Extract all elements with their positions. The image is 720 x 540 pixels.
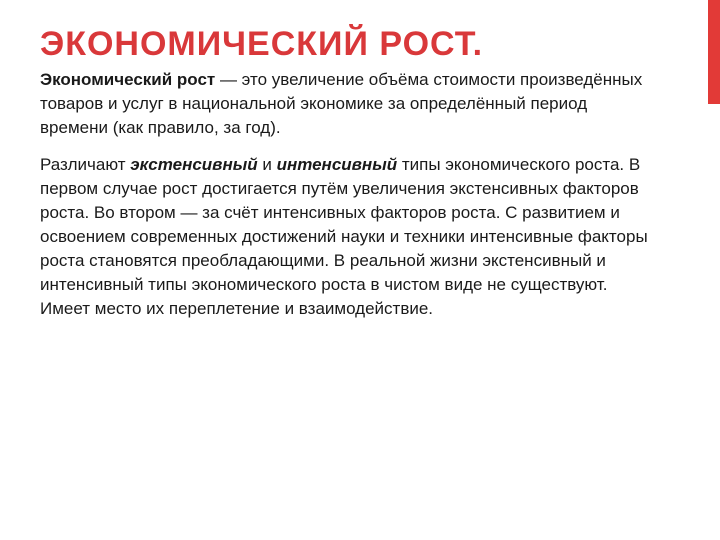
- slide-title: ЭКОНОМИЧЕСКИЙ РОСТ.: [40, 25, 484, 63]
- definition-text: — это увеличение объёма стоимости произведённых товаров и услуг в национальной экономике за определённый период времени (как правило, за год).: [40, 70, 643, 137]
- term-economic-growth: Экономический рост: [40, 70, 216, 89]
- types-text: типы экономического роста. В первом случае рост достигается путём увеличения экстенсивных факторов роста. Во втором — за счёт интенсивных факторов роста. С развитием и освоением современных достижений науки и техники интенсивные факторы роста становятся преобладающими. В реальной жизни экстенсивный и интенсивный типы экономического роста в чистом виде не существуют. Имеет место их переплетение и взаимодействие.: [40, 155, 648, 318]
- term-intensive: интенсивный: [276, 155, 398, 174]
- types-connector: и: [257, 155, 277, 174]
- accent-bar: [708, 0, 720, 104]
- types-intro: Различают: [40, 155, 131, 174]
- term-extensive: экстенсивный: [130, 155, 258, 174]
- definition-paragraph: [40, 68, 650, 140]
- slide-body: [40, 68, 650, 334]
- types-paragraph: [40, 153, 650, 321]
